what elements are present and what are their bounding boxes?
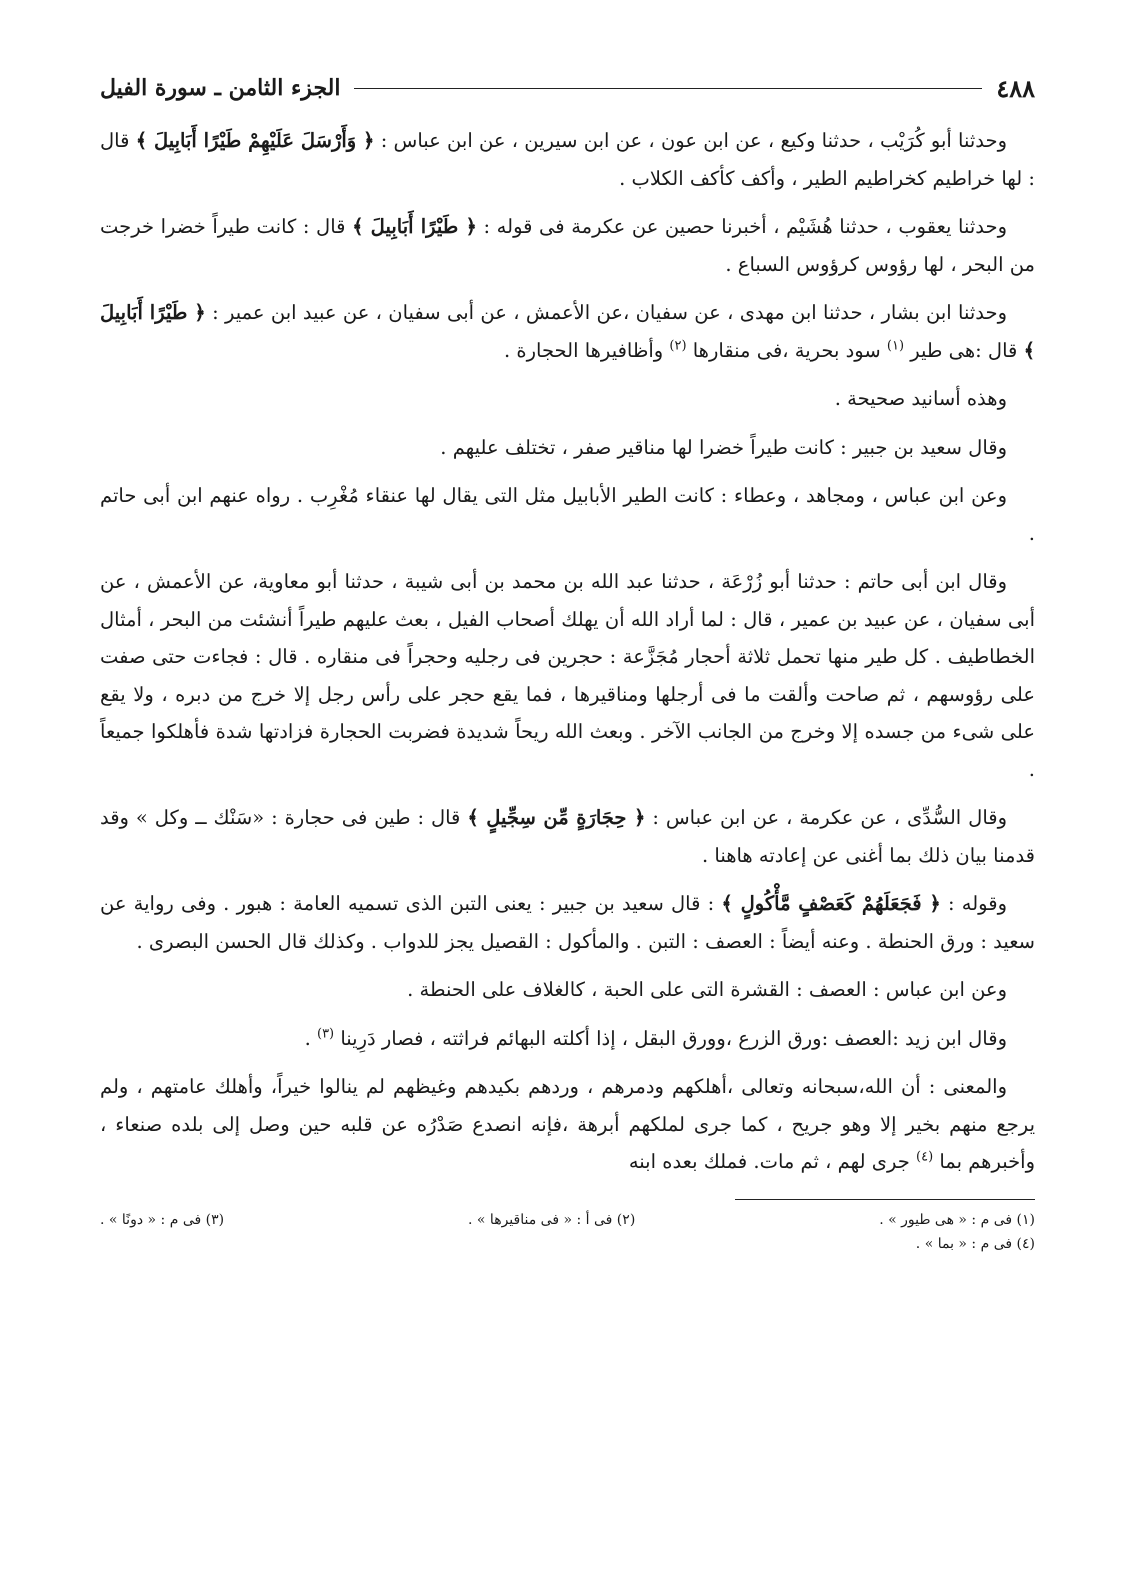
text-segment: وهذه أسانيد صحيحة . xyxy=(834,387,1007,410)
text-segment: . xyxy=(304,1026,317,1050)
text-segment: وأظافيرها الحجارة . xyxy=(504,338,670,362)
text-segment: قال : طين فى حجارة : «سَنْك ــ وكل » وقد قدمنا بيان ذلك بما أغنى عن إعادته هاهنا . xyxy=(100,806,1035,867)
paragraph xyxy=(100,799,1035,874)
footnotes xyxy=(100,1208,1035,1256)
text-segment: وحدثنا ابن بشار ، حدثنا ابن مهدى ، عن سفيان ،عن الأعمش ، عن أبى سفيان ، عن عبيد ابن عمير : xyxy=(205,301,1007,324)
text-segment: : قال سعيد بن جبير : يعنى التبن الذى تسميه العامة : هبور . وفى رواية عن سعيد : ورق الحنطة . وعنه أيضاً : العصف : التبن . والمأكول : القصيل يجز للدواب . وكذلك قال الحسن البصرى . xyxy=(100,892,1035,953)
footnote-row xyxy=(100,1232,1035,1256)
text-segment: قال :هى طير xyxy=(904,338,1024,362)
header-rule xyxy=(354,88,982,89)
text-segment: وقال السُّدِّى ، عن عكرمة ، عن ابن عباس : xyxy=(645,806,1008,829)
page-number: ٤٨٨ xyxy=(996,73,1035,103)
running-title: الجزء الثامن ـ سورة الفيل xyxy=(100,75,341,101)
text-segment: قال : كانت طيراً خضرا خرجت من البحر ، لها رؤوس كرؤوس السباع . xyxy=(100,215,1035,276)
footnote-ref: (١) xyxy=(886,338,905,353)
paragraph xyxy=(100,380,1035,418)
text-segment: وحدثنا يعقوب ، حدثنا هُشَيْم ، أخبرنا حصين عن عكرمة فى قوله : xyxy=(476,215,1007,238)
text-segment: وعن ابن عباس : العصف : القشرة التى على الحبة ، كالغلاف على الحنطة . xyxy=(407,978,1007,1001)
quran-verse: ﴿ فَجَعَلَهُمْ كَعَصْفٍ مَّأْكُولٍ ﴾ xyxy=(721,892,941,915)
footnote-2: (٢) فى أ : « فى مناقيرها » . xyxy=(468,1211,636,1228)
paragraph xyxy=(100,971,1035,1009)
text-segment: وقال ابن أبى حاتم : حدثنا أبو زُرْعَة ، حدثنا عبد الله بن محمد بن أبى شيبة ، حدثنا أبو معاوية، عن الأعمش ، عن أبى سفيان ، عن عبيد بن عمير ، قال : لما أراد الله أن يهلك أصحاب الفيل ، بعث عليهم طيراً أنشئت من البحر ، أمثال الخطاطيف . كل طير منها تحمل ثلاثة أحجار مُجَزَّعة : حجرين فى رجليه وحجراً فى منقاره . قال : فجاءت حتى صفت على رؤوسهم ، ثم صاحت وألقت ما فى أرجلها ومناقيرها ، فما يقع حجر على رأس رجل إلا خرج من دبره ، ولا يقع على شىء من جسده إلا وخرج من الجانب الآخر . وبعث الله ريحاً شديدة فضربت الحجارة فزادتها شدة فأهلكوا جميعاً . xyxy=(100,570,1035,781)
quran-verse: ﴿ حِجَارَةٍ مِّن سِجِّيلٍ ﴾ xyxy=(467,806,646,829)
text-segment: وقال ابن زيد :العصف :ورق الزرع ،وورق البقل ، إذا أكلته البهائم فراثته ، فصار دَرِينا xyxy=(334,1026,1007,1050)
quran-verse: ﴿ طَيْرًا أَبَابِيلَ ﴾ xyxy=(100,301,1035,362)
paragraph xyxy=(100,563,1035,788)
paragraph xyxy=(100,122,1035,197)
text-segment: قال : لها خراطيم كخراطيم الطير ، وأكف كأكف الكلاب . xyxy=(100,129,1035,190)
footnote-ref: (٤) xyxy=(916,1149,934,1165)
text-segment: وحدثنا أبو كُرَيْب ، حدثنا وكيع ، عن ابن عون ، عن ابن سيرين ، عن ابن عباس : xyxy=(374,129,1007,152)
footnote-ref: (٣) xyxy=(316,1026,335,1041)
footnote-row xyxy=(100,1208,1035,1232)
quran-verse: ﴿ وَأَرْسَلَ عَلَيْهِمْ طَيْرًا أَبَابِيلَ ﴾ xyxy=(135,129,375,152)
text-segment: وقال سعيد بن جبير : كانت طيراً خضرا لها مناقير صفر ، تختلف عليهم . xyxy=(440,435,1007,459)
text-segment: وعن ابن عباس ، ومجاهد ، وعطاء : كانت الطير الأبابيل مثل التى يقال لها عنقاء مُغْرِب . رواه عنهم ابن أبى حاتم . xyxy=(100,484,1035,545)
paragraph xyxy=(100,429,1035,467)
body-text xyxy=(100,122,1035,1181)
footnote-4: (٤) فى م : « بما » . xyxy=(915,1235,1035,1252)
text-segment: سود بحرية ،فى منقارها xyxy=(686,338,887,362)
paragraph xyxy=(100,1020,1035,1058)
paragraph xyxy=(100,477,1035,552)
text-segment: جرى لهم ، ثم مات. فملك بعده ابنه xyxy=(628,1150,917,1173)
paragraph xyxy=(100,208,1035,283)
footnote-ref: (٢) xyxy=(669,338,687,353)
paragraph xyxy=(100,294,1035,369)
paragraph xyxy=(100,885,1035,960)
book-page xyxy=(100,70,1035,1256)
quran-verse: ﴿ طَيْرًا أَبَابِيلَ ﴾ xyxy=(352,215,477,238)
text-segment: وقوله : xyxy=(940,892,1007,915)
paragraph xyxy=(100,1068,1035,1181)
running-header xyxy=(100,70,1035,106)
text-segment: والمعنى : أن الله،سبحانه وتعالى ،أهلكهم ودمرهم ، وردهم بكيدهم وغيظهم لم ينالوا خيراً، وأهلك عامتهم ، ولم يرجع منهم بخير إلا وهو جريح ، كما جرى لملكهم أبرهة ،فإنه انصدع صَدْرُه عن قلبه حين وصل إلى بلده صنعاء ، وأخبرهم بما xyxy=(100,1075,1035,1173)
footnote-rule xyxy=(735,1199,1035,1200)
footnote-1: (١) فى م : « هى طيور » . xyxy=(879,1211,1035,1228)
footnote-3: (٣) فى م : « دونًا » . xyxy=(100,1211,225,1228)
